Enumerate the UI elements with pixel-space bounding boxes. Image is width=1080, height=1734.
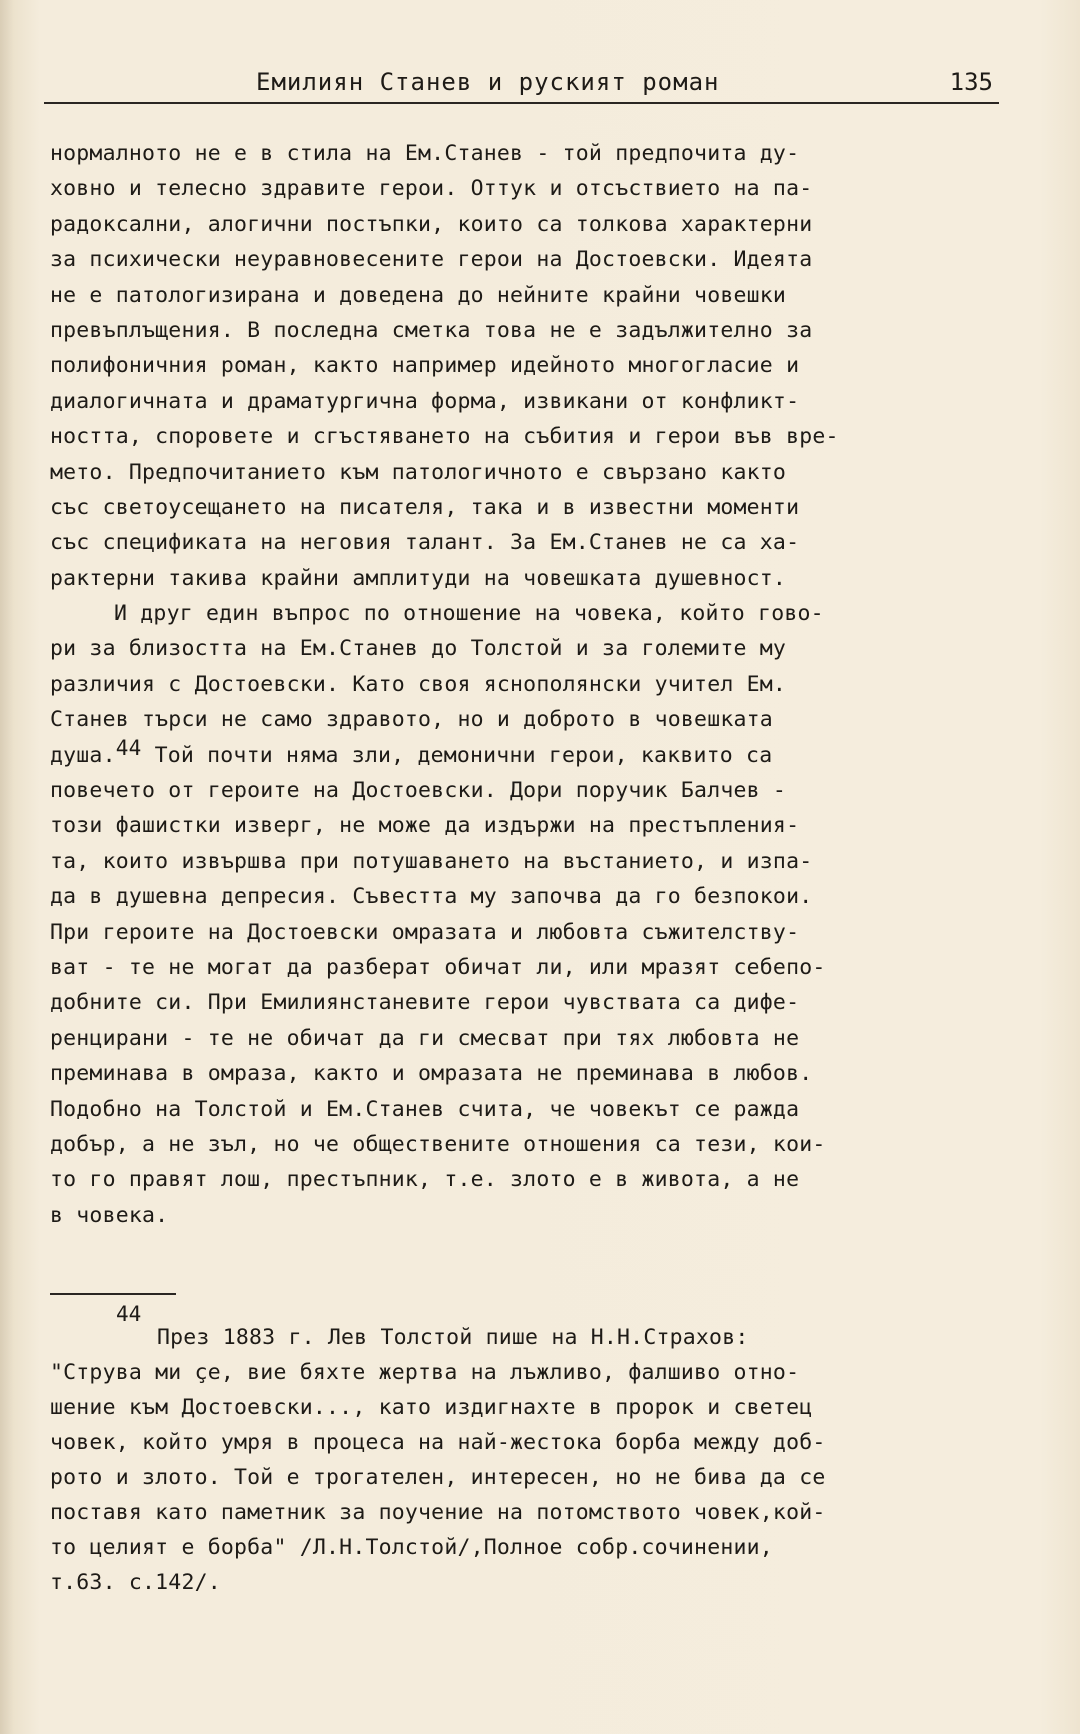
text-line: мето. Предпочитанието към патологичното е свързано както: [50, 459, 787, 485]
running-title: Емилиян Станев и руският роман: [256, 68, 720, 96]
text-line: ността, споровете и сгъстяването на събития и герои във вре-: [50, 424, 839, 450]
text-line: този фашистки изверг, не може да издържи на престъпления-: [50, 813, 800, 839]
text-line: ренцирани - те не обичат да ги смесват при тях любовта не: [50, 1025, 800, 1051]
text-line: ри за близостта на Ем.Станев до Толстой и за големите му: [50, 636, 787, 662]
text-line: то го правят лош, престъпник, т.е. злото е в живота, а не: [50, 1167, 800, 1193]
main-text: [50, 136, 995, 1233]
text-line: При героите на Достоевски омразата и любовта съжителству-: [50, 919, 800, 945]
text-line: Подобно на Толстой и Ем.Станев счита, че човекът се ражда: [50, 1096, 800, 1122]
paragraph-first-line: И друг един въпрос по отношение на човека, който гово-: [114, 601, 824, 627]
footnote-line: поставя като паметник за поучение на потомството човек,кой-: [50, 1500, 826, 1525]
text-line: полифоничния роман, както например идейното многогласие и: [50, 353, 800, 379]
text-line: ват - те не могат да разберат обичат ли, или мразят себепо-: [50, 954, 826, 980]
footnote-line: то целият е борба" /Л.Н.Толстой/,Полное собр.сочинении,: [50, 1535, 773, 1560]
footnote-line: През 1883 г. Лев Толстой пише на Н.Н.Страхов:: [157, 1325, 749, 1350]
text-line: не е патологизирана и доведена до нейните крайни човешки: [50, 282, 787, 308]
text-line: преминава в омраза, както и омразата не преминава в любов.: [50, 1061, 813, 1087]
text-line: превъплъщения. В последна сметка това не е задължително за: [50, 317, 813, 343]
text-line: със светоусещането на писателя, така и в известни моменти: [50, 494, 800, 520]
text-fragment: душа.: [50, 742, 116, 768]
text-line: да в душевна депресия. Съвестта му започва да го безпокои.: [50, 884, 813, 910]
text-line: добър, а не зъл, но че обществените отношения са тези, кои-: [50, 1131, 826, 1157]
text-line: различия с Достоевски. Като своя яснополянски учител Ем.: [50, 671, 787, 697]
text-line: със спецификата на неговия талант. За Ем.Станев не са ха-: [50, 530, 800, 556]
text-line: рактерни такива крайни амплитуди на човешката душевност.: [50, 565, 787, 591]
text-line: диалогичната и драматургична форма, извикани от конфликт-: [50, 388, 800, 414]
text-line: та, които извършва при потушаването на въстанието, и изпа-: [50, 848, 813, 874]
text-line: повечето от героите на Достоевски. Дори поручик Балчев -: [50, 778, 787, 804]
footnote-number: 44: [116, 1302, 142, 1326]
text-line: за психически неуравновесените герои на Достоевски. Идеята: [50, 247, 813, 273]
footnote-text: [50, 1320, 1000, 1600]
footnote-line: шение към Достоевски..., като издигнахте в пророк и светец: [50, 1395, 813, 1420]
text-line: ховно и телесно здравите герои. Оттук и отсъствието на па-: [50, 176, 813, 202]
text-line: нормалното не е в стила на Ем.Станев - той предпочита ду-: [50, 141, 800, 166]
footnote-line: т.63. с.142/.: [50, 1570, 221, 1595]
footnote-divider: [50, 1293, 176, 1295]
page-number: 135: [949, 68, 993, 96]
footnote-reference[interactable]: 44: [115, 735, 142, 760]
text-line: добните си. При Емилиянстаневите герои чувствата са дифе-: [50, 990, 800, 1016]
text-line-with-footnote-ref: [50, 735, 995, 773]
footnote-line: рото и злото. Той е трогателен, интересен, но не бива да се: [50, 1465, 826, 1490]
text-fragment: Той почти няма зли, демонични герои, каквито са: [141, 742, 773, 768]
text-line: Станев търси не само здравото, но и доброто в човешката: [50, 707, 773, 733]
footnote-line: човек, който умря в процеса на най-жестока борба между доб-: [50, 1430, 826, 1455]
text-line: радоксални, алогични постъпки, които са толкова характерни: [50, 211, 813, 237]
footnote-line: "Струва ми çе, вие бяхте жертва на лъжливо, фалшиво отно-: [50, 1360, 800, 1385]
running-header: [44, 62, 999, 104]
text-line: в човека.: [50, 1202, 169, 1228]
